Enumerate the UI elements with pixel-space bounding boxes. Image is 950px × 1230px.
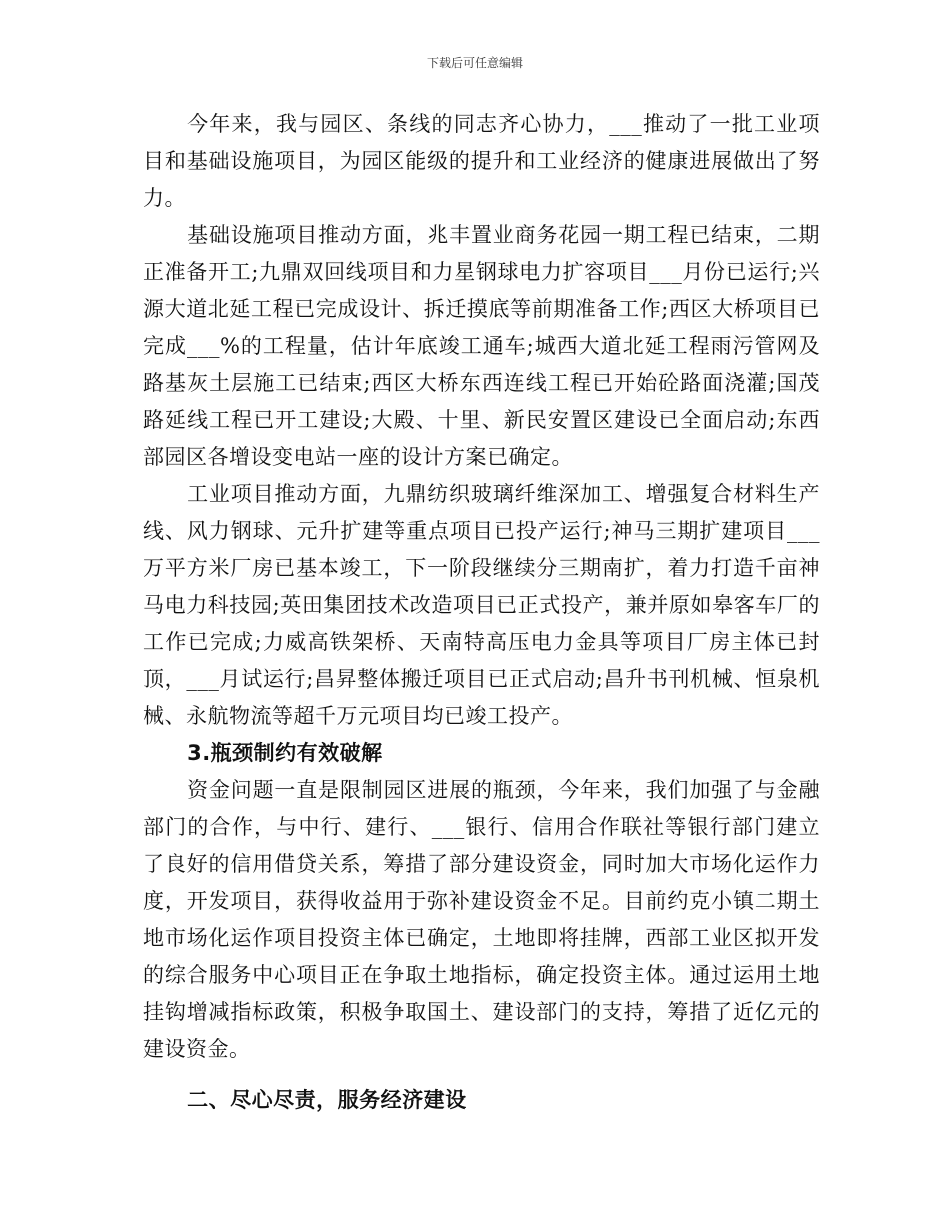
section-heading-bottleneck: 3.瓶颈制约有效破解	[187, 741, 383, 765]
page-header: 下载后可任意编辑	[426, 56, 523, 70]
paragraph-industrial: 工业项目推动方面，九鼎纺织玻璃纤维深加工、增强复合材料生产线、风力钢球、元升扩建等重点项目已投产运行;神马三期扩建项目___万平方米厂房已基本竣工，下一阶段继续分三期南扩，着力打造千亩神马电力科技园;英田集团技术改造项目已正式投产，兼并原如皋客车厂的工作已完成;力威高铁架桥、天南特高压电力金具等项目厂房主体已封顶，___月试运行;昌昇整体搬迁项目已正式启动;昌升书刊机械、恒泉机械、永航物流等超千万元项目均已竣工投产。	[143, 482, 820, 728]
paragraph-funding: 资金问题一直是限制园区进展的瓶颈，今年来，我们加强了与金融部门的合作，与中行、建行、___银行、信用合作联社等银行部门建立了良好的信用借贷关系，筹措了部分建设资金，同时加大市场化运作力度，开发项目，获得收益用于弥补建设资金不足。目前约克小镇二期土地市场化运作项目投资主体已确定，土地即将挂牌，西部工业区拟开发的综合服务中心项目正在争取土地指标，确定投资主体。通过运用土地挂钩增减指标政策，积极争取国土、建设部门的支持，筹措了近亿元的建设资金。	[143, 778, 820, 1061]
paragraph-infrastructure: 基础设施项目推动方面，兆丰置业商务花园一期工程已结束，二期正准备开工;九鼎双回线项目和力星钢球电力扩容项目___月份已运行;兴源大道北延工程已完成设计、拆迁摸底等前期准备工作;西区大桥项目已完成___%的工程量，估计年底竣工通车;城西大道北延工程雨污管网及路基灰土层施工已结束;西区大桥东西连线工程已开始砼路面浇灌;国茂路延线工程已开工建设;大殿、十里、新民安置区建设已全面启动;东西部园区各增设变电站一座的设计方案已确定。	[143, 223, 820, 469]
section-heading-service: 二、尽心尽责，服务经济建设	[187, 1088, 467, 1112]
document-body	[143, 106, 820, 1119]
paragraph-intro: 今年来，我与园区、条线的同志齐心协力，___推动了一批工业项目和基础设施项目，为园区能级的提升和工业经济的健康进展做出了努力。	[143, 112, 820, 210]
